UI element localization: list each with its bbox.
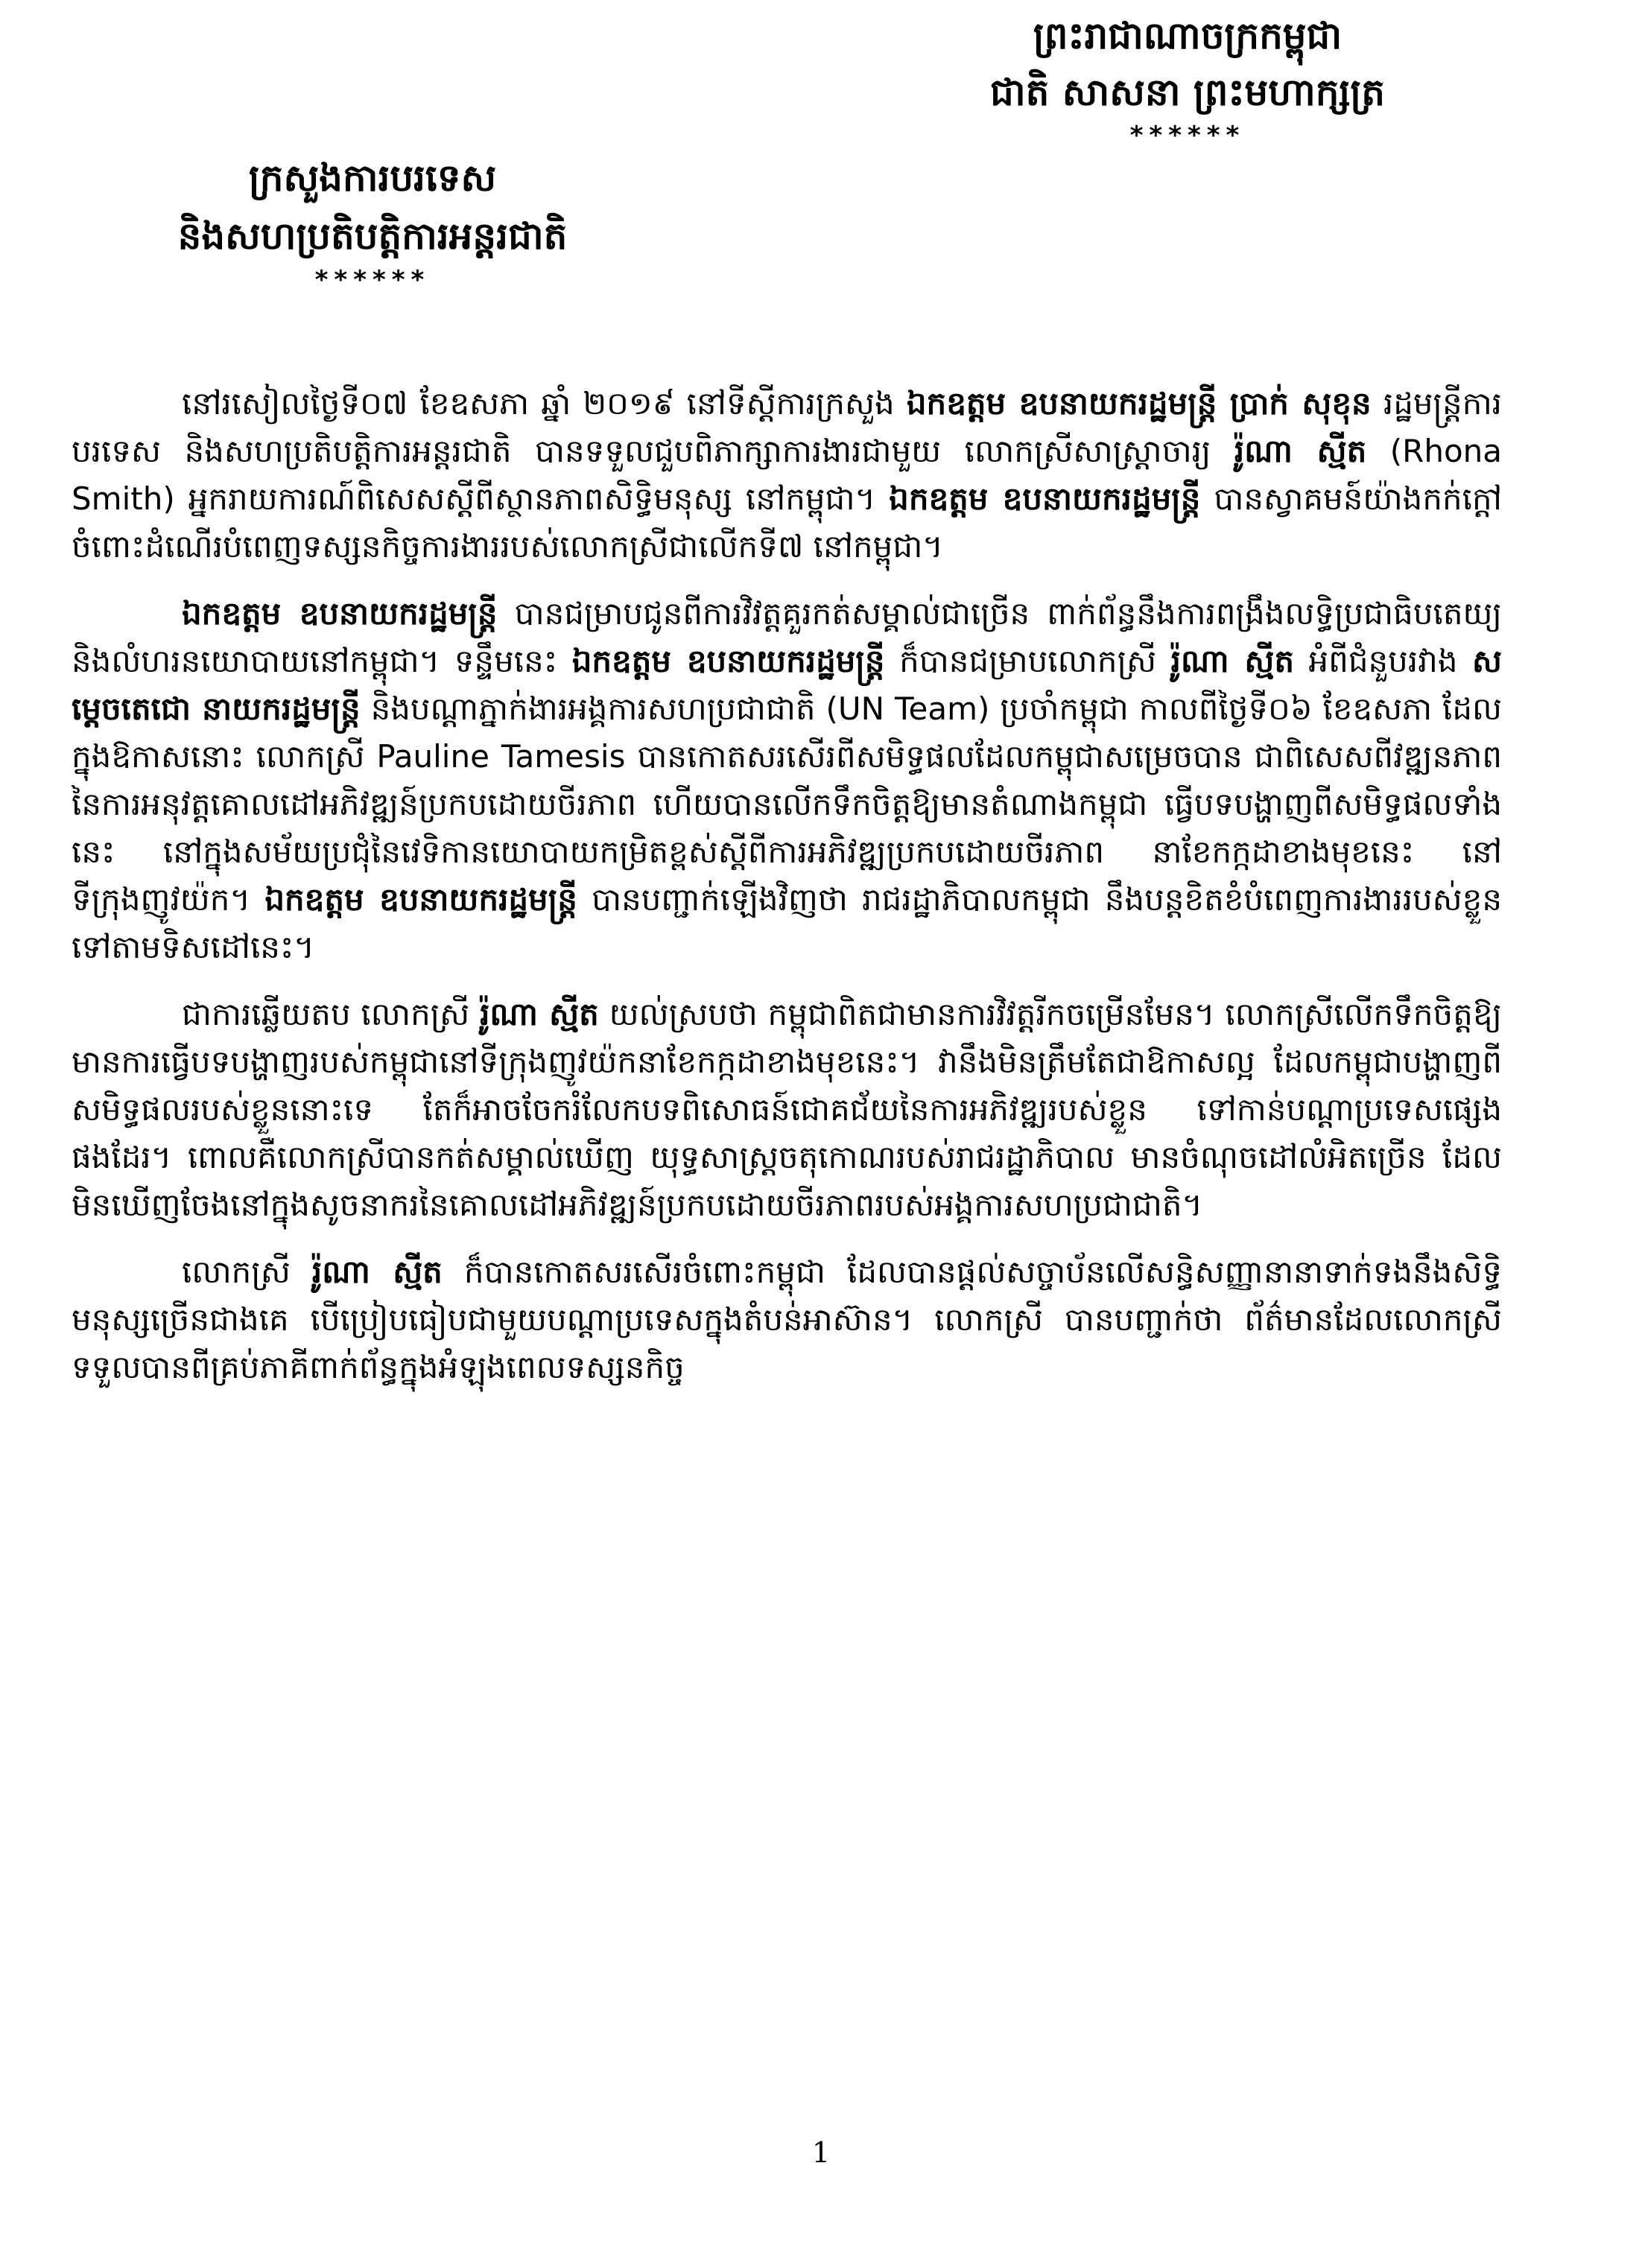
p3-text: ជាការឆ្លើយតប លោកស្រី xyxy=(182,996,481,1032)
paragraph-4 xyxy=(72,1248,1502,1391)
kingdom-separator: ****** xyxy=(1129,121,1246,150)
p2-bold: រ៉ូណា ស្មីត xyxy=(1170,643,1294,679)
p1-text: រដ្ឋមន្ត្រីការបរទេស និងសហប្រតិបត្តិការអន្តរជាតិ បានទទួលជួបពិភាក្សាការងារជាមួយ លោកស្រីសាស្ត្រាចារ្យ xyxy=(72,385,1503,469)
ministry-name-continued: និងសហប្រតិបត្តិការអន្តរជាតិ xyxy=(177,215,568,258)
p2-bold: ឯកឧត្តម ឧបនាយករដ្ឋមន្ត្រី xyxy=(182,595,498,632)
p2-text: បានបញ្ជាក់ឡើងវិញថា រាជរដ្ឋាភិបាលកម្ពុជា នឹងបន្តខិតខំបំពេញការងាររបស់ខ្លួនទៅតាមទិសដៅនេះ។ xyxy=(72,881,1502,965)
page-number: 1 xyxy=(811,2136,831,2169)
paragraph-1 xyxy=(72,380,1502,571)
ministry-name: ក្រសួងការបរទេស xyxy=(248,156,497,200)
ministry-header xyxy=(112,149,633,295)
press-release-body xyxy=(72,380,1502,1411)
p1-bold: ឯកឧត្តម ឧបនាយករដ្ឋមន្ត្រី ប្រាក់ សុខុន xyxy=(906,385,1372,422)
p2-bold: ឯកឧត្តម ឧបនាយករដ្ឋមន្ត្រី xyxy=(571,643,885,679)
paragraph-3 xyxy=(72,991,1502,1229)
p4-bold: រ៉ូណា ស្មីត xyxy=(311,1254,443,1290)
p4-text: ក៏បានកោតសរសើរចំពោះកម្ពុជា ដែលបានផ្តល់សច្ចាប័នលើសន្ធិសញ្ញានានាទាក់ទងនឹងសិទ្ធិមនុស្សច្រើនជាងគេ បើប្រៀបធៀបជាមួយបណ្តាប្រទេសក្នុងតំបន់អាស៊ាន។ លោកស្រី បានបញ្ជាក់ថា ព័ត៌មានដែលលោកស្រីទទួលបានពីគ្រប់ភាគីពាក់ព័ន្ធក្នុងអំឡុងពេលទស្សនកិច្ច xyxy=(72,1254,1502,1385)
kingdom-motto: ជាតិ សាសនា ព្រះមហាក្សត្រ xyxy=(990,71,1385,114)
kingdom-title: ព្រះរាជាណាចក្រកម្ពុជា xyxy=(1033,14,1343,57)
p1-text: នៅរសៀលថ្ងៃទី០៧ ខែឧសភា ឆ្នាំ ២០១៩ នៅទីស្តីការក្រសួង xyxy=(182,385,907,422)
p2-text: អំពីជំនួបរវាង xyxy=(1294,643,1472,679)
kingdom-header xyxy=(882,7,1493,150)
p1-bold: ឯកឧត្តម ឧបនាយករដ្ឋមន្ត្រី xyxy=(889,480,1201,517)
p3-text: យល់ស្របថា កម្ពុជាពិតជាមានការវិវត្តរីកចម្រើនមែន។ លោកស្រីលើកទឹកចិត្តឱ្យមានការធ្វើបទបង្ហាញរបស់កម្ពុជានៅទីក្រុងញូវយ៉កនាខែកក្កដាខាងមុខនេះ។ វានឹងមិនត្រឹមតែជាឱកាសល្អ ដែលកម្ពុជាបង្ហាញពីសមិទ្ធផលរបស់ខ្លួននោះទេ តែក៏អាចចែករំលែកបទពិសោធន៍ជោគជ័យនៃការអភិវឌ្ឍរបស់ខ្លួន ទៅកាន់បណ្តាប្រទេសផ្សេងផងដែរ។ ពោលគឺលោកស្រីបានកត់សម្គាល់ឃើញ យុទ្ធសាស្ត្រចតុកោណរបស់រាជរដ្ឋាភិបាល មានចំណុចដៅលំអិតច្រើន ដែលមិនឃើញចែងនៅក្នុងសូចនាករនៃគោលដៅអភិវឌ្ឍន៍ប្រកបដោយចីរភាពរបស់អង្គការសហប្រជាជាតិ។ xyxy=(72,996,1503,1223)
paragraph-2 xyxy=(72,590,1502,971)
p2-bold: ឯកឧត្តម ឧបនាយករដ្ឋមន្ត្រី xyxy=(264,881,577,918)
ministry-separator: ****** xyxy=(314,265,431,295)
p2-bold: សម្តេចតេជោ នាយករដ្ឋមន្ត្រី xyxy=(72,643,1502,727)
p2-text: បានជម្រាបជូនពីការវិវត្តគួរកត់សម្គាល់ជាច្រើន ពាក់ព័ន្ធនឹងការពង្រឹងលទ្ធិប្រជាធិបតេយ្យ និងលំហរនយោបាយនៅកម្ពុជា។ ទន្ទឹមនេះ xyxy=(72,595,1502,679)
p4-text: លោកស្រី xyxy=(182,1254,312,1290)
p3-bold: រ៉ូណា ស្មីត xyxy=(480,996,599,1032)
p1-text: បានស្វាគមន៍យ៉ាងកក់ក្តៅ ចំពោះដំណើរបំពេញទស្សនកិច្ចការងាររបស់លោកស្រីជាលើកទី៧ នៅកម្ពុជា។ xyxy=(72,480,1502,565)
p2-text: ក៏បានជម្រាបលោកស្រី xyxy=(884,643,1171,679)
p2-text: និងបណ្តាភ្នាក់ងារអង្គការសហប្រជាជាតិ (UN Team) ប្រចាំកម្ពុជា កាលពីថ្ងៃទី០៦ ខែឧសភា ដែលក្នុងឱកាសនោះ លោកស្រី Pauline Tamesis បានកោតសរសើរពីសមិទ្ធផលដែលកម្ពុជាសម្រេចបាន ជាពិសេសពីវឌ្ឍនភាពនៃការអនុវត្តគោលដៅអភិវឌ្ឍន៍ប្រកបដោយចីរភាព ហើយបានលើកទឹកចិត្តឱ្យមានតំណាងកម្ពុជា ធ្វើបទបង្ហាញពីសមិទ្ធផលទាំងនេះ នៅក្នុងសម័យប្រជុំនៃវេទិកានយោបាយកម្រិតខ្ពស់ស្តីពីការអភិវឌ្ឍប្រកបដោយចីរភាព នាខែកក្កដាខាងមុខនេះ នៅទីក្រុងញូវយ៉ក។ xyxy=(72,690,1502,918)
p1-text: (Rhona Smith) អ្នករាយការណ៍ពិសេសស្តីពីស្ថានភាពសិទ្ធិមនុស្ស នៅកម្ពុជា។ xyxy=(72,433,1503,517)
p1-bold: រ៉ូណា ស្មីត xyxy=(1234,433,1367,469)
